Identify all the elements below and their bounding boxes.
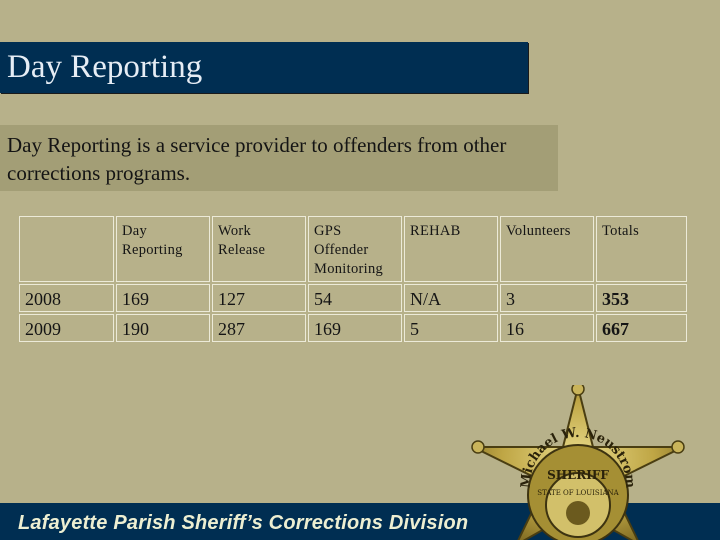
cell-day-reporting: 169 [116,284,210,312]
sheriff-star-badge-icon [470,385,685,540]
cell-work-release: 127 [212,284,306,312]
header-day-reporting: Day Reporting [116,216,210,282]
cell-total: 667 [596,314,687,342]
row-year: 2009 [19,314,114,342]
cell-total: 353 [596,284,687,312]
header-work-release: Work Release [212,216,306,282]
stats-table [17,214,689,344]
cell-volunteers: 3 [500,284,594,312]
footer-text: Lafayette Parish Sheriff’s Corrections Division [18,512,469,534]
intro-text: Day Reporting is a service provider to offenders from other corrections programs. [0,125,558,191]
header-gps-monitoring: GPS Offender Monitoring [308,216,402,282]
badge-rank-text: SHERIFF [547,468,609,482]
badge-name-text: Michael W. Neustrom [518,425,638,489]
cell-work-release: 287 [212,314,306,342]
table-row [19,314,687,342]
badge-state-text: STATE OF LOUISIANA [537,489,619,497]
table-header-row [19,216,687,282]
cell-rehab: 5 [404,314,498,342]
cell-day-reporting: 190 [116,314,210,342]
header-volunteers: Volunteers [500,216,594,282]
cell-rehab: N/A [404,284,498,312]
table-row [19,284,687,312]
cell-volunteers: 16 [500,314,594,342]
cell-gps-monitoring: 169 [308,314,402,342]
header-rehab: REHAB [404,216,498,282]
header-year [19,216,114,282]
slide-title: Day Reporting [0,42,528,93]
row-year: 2008 [19,284,114,312]
header-totals: Totals [596,216,687,282]
cell-gps-monitoring: 54 [308,284,402,312]
